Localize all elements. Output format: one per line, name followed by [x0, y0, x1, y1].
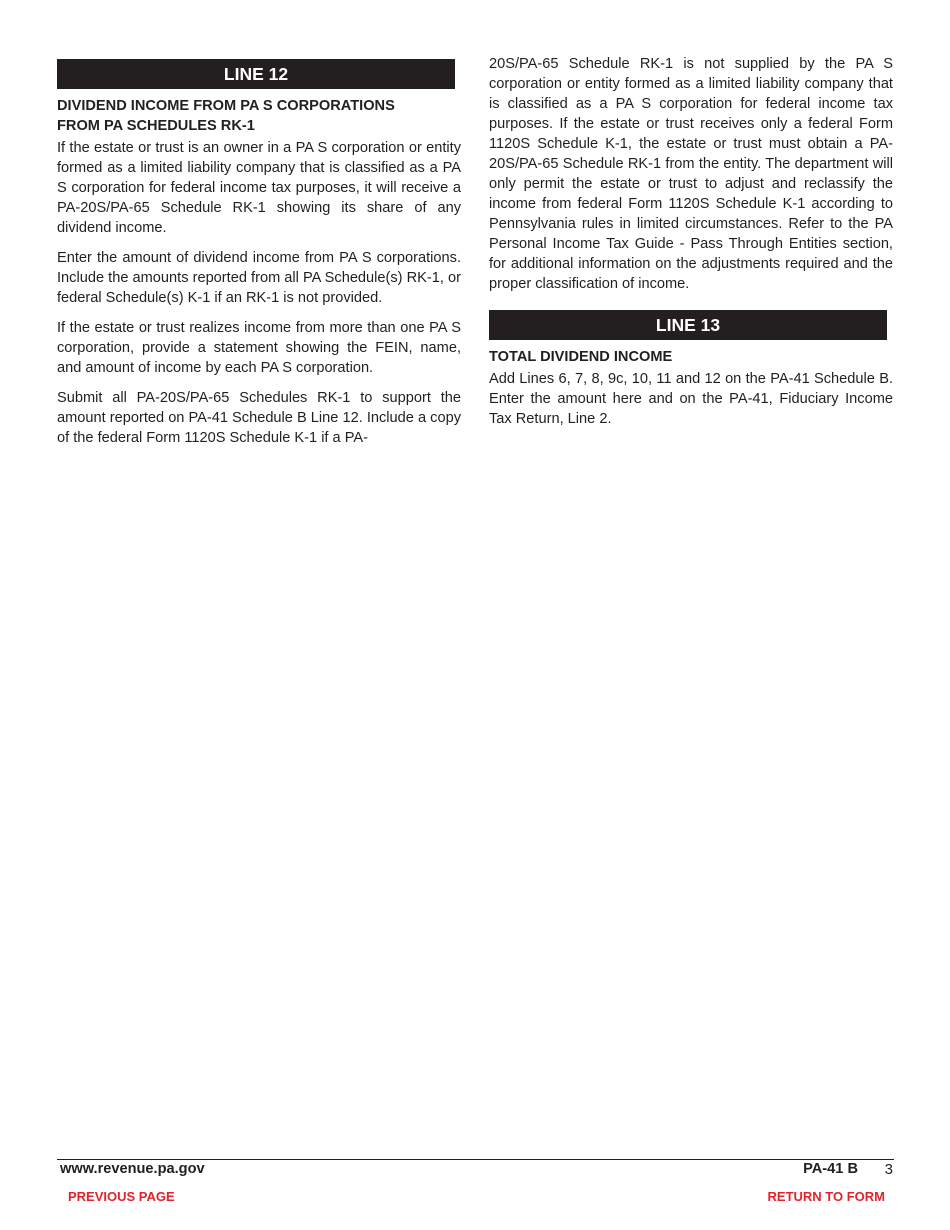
line-12-paragraph-2: Enter the amount of dividend income from PA S corporations. Include the amounts reported from all PA Schedule(s) RK-1, or federal Schedule(s) K-1 if an RK-1 is not provided. [57, 250, 461, 306]
line-12-heading [57, 96, 461, 136]
return-to-form-link[interactable]: RETURN TO FORM [767, 1189, 885, 1204]
footer-divider [57, 1159, 894, 1160]
line-12-paragraph-1: If the estate or trust is an owner in a PA S corporation or entity formed as a limited liability company that is classified as a PA S corporation for federal income tax purposes, it will receive a PA-20S/PA-65 Schedule RK-1 showing its share of any dividend income. [57, 140, 461, 236]
footer-page-number: 3 [884, 1161, 893, 1178]
line-13-heading: TOTAL DIVIDEND INCOME [489, 349, 673, 365]
line-12-paragraph-4: Submit all PA-20S/PA-65 Schedules RK-1 to support the amount reported on PA-41 Schedule B Line 12. Include a copy of the federal Form 1120S Schedule K-1 if a PA- [57, 390, 461, 446]
line-12-heading-line1: DIVIDEND INCOME FROM PA S CORPORATIONS [57, 98, 395, 114]
line-12-heading-line2: FROM PA SCHEDULES RK-1 [57, 118, 255, 134]
line-12-paragraph-4-continued: 20S/PA-65 Schedule RK-1 is not supplied by the PA S corporation or entity formed as a limited liability company that is classified as a PA S corporation for federal income tax purposes. If the estate or trust receives only a federal Form 1120S Schedule K-1, the estate or trust must obtain a PA-20S/PA-65 Schedule RK-1 from the entity. The department will only permit the estate or trust to adjust and reclassify the income from federal Form 1120S Schedule K-1 according to Pennsylvania rules in limited circumstances. Refer to the PA Personal Income Tax Guide - Pass Through Entities section, for additional information on the adjustments required and the proper classification of income. [489, 56, 893, 292]
footer-form-name: PA-41 B [803, 1161, 858, 1177]
footer-website: www.revenue.pa.gov [60, 1161, 205, 1177]
line-13-title-bar: LINE 13 [489, 310, 887, 340]
previous-page-link[interactable]: PREVIOUS PAGE [68, 1189, 175, 1204]
line-12-title-bar: LINE 12 [57, 59, 455, 89]
left-column [57, 54, 461, 458]
right-column [489, 54, 893, 439]
line-13-paragraph-1: Add Lines 6, 7, 8, 9c, 10, 11 and 12 on the PA-41 Schedule B. Enter the amount here and on the PA-41, Fiduciary Income Tax Return, Line 2. [489, 371, 893, 427]
line-12-paragraph-3: If the estate or trust realizes income from more than one PA S corporation, provide a statement showing the FEIN, name, and amount of income by each PA S corporation. [57, 320, 461, 376]
